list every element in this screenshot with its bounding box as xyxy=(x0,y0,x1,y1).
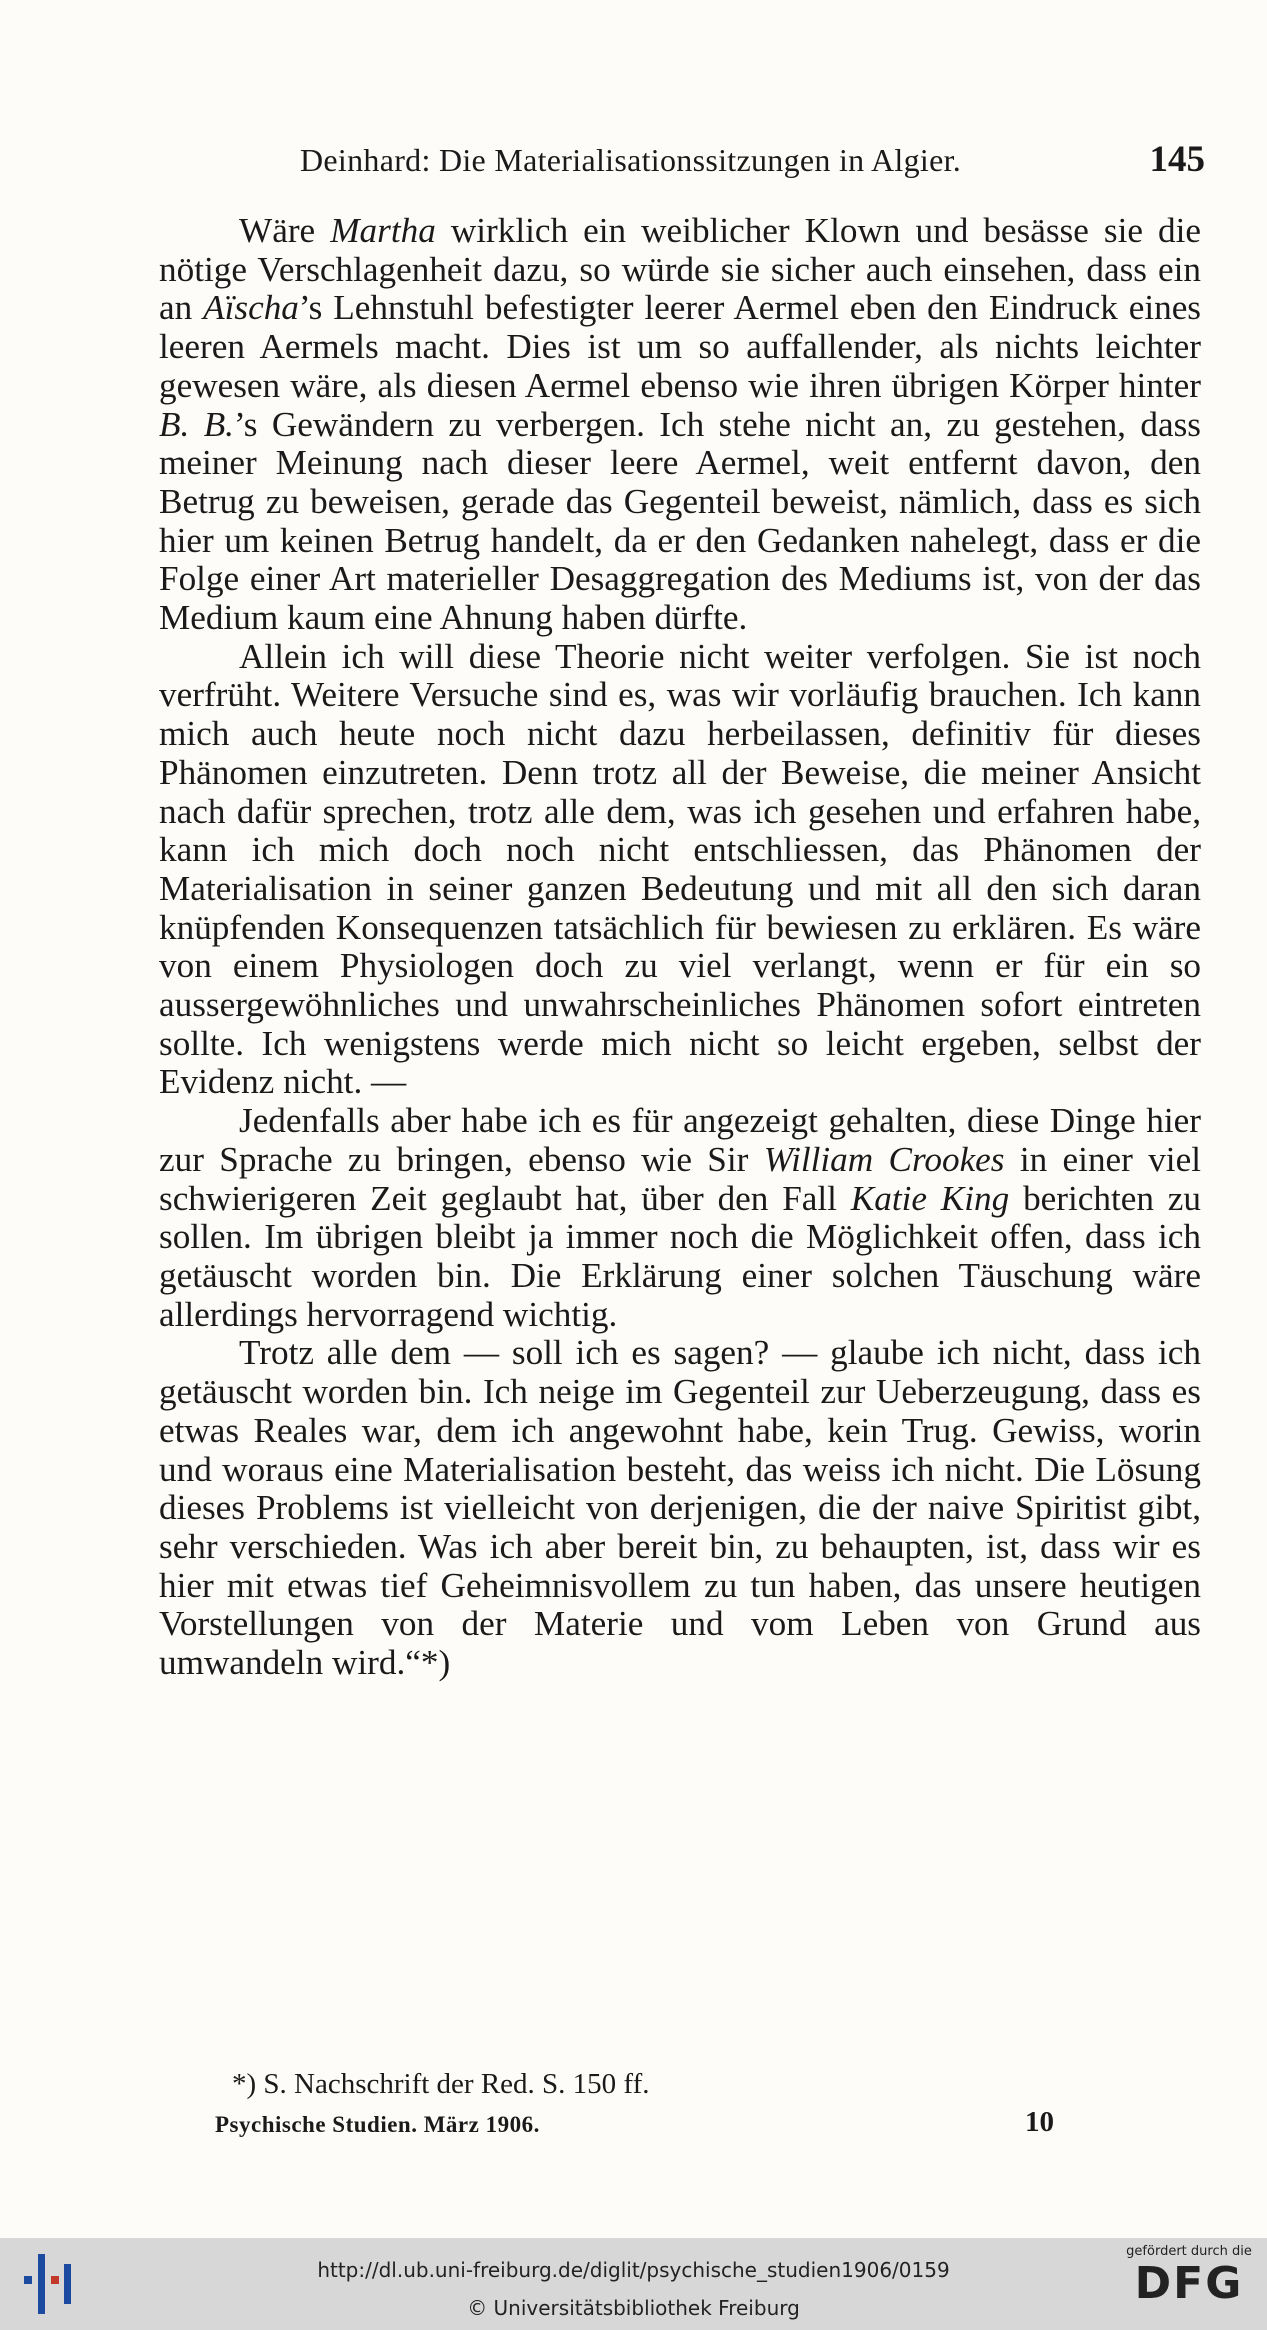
text-segment: wirklich ein weiblicher Klown und besässe sie die nötige Verschlagenheit dazu, so würde sie sicher auch einsehen, dass ein an xyxy=(159,211,1202,328)
permalink-url[interactable]: http://dl.ub.uni-freiburg.de/diglit/psychische_studien1906/0159 xyxy=(317,2258,950,2282)
text-segment: ’s Gewändern zu verbergen. Ich stehe nicht an, zu gestehen, dass meiner Meinung nach dieser leere Aermel, weit entfernt davon, den Betrug zu beweisen, gerade das Gegenteil beweist, nämlich, dass es sich hier um keinen Betrug handelt, da er den Gedanken nahelegt, dass er die Folge einer Art materieller Desaggregation des Mediums ist, von der das Medium kaum eine Ahnung haben dürfte. xyxy=(159,404,1201,638)
viewer-footer xyxy=(0,2238,1267,2330)
body-text xyxy=(159,212,1201,1683)
funder-logo-text: DFG xyxy=(1134,2258,1244,2309)
page-number: 145 xyxy=(1149,139,1205,180)
italic-name: Martha xyxy=(330,211,436,250)
italic-name: Katie King xyxy=(850,1178,1010,1218)
footnote: *) S. Nachschrift der Red. S. 150 ff. xyxy=(232,2068,650,2100)
body-paragraph xyxy=(159,1102,1201,1334)
page-header xyxy=(300,138,1205,182)
sheet-number: 10 xyxy=(1025,2106,1054,2138)
text-segment: Allein ich will diese Theorie nicht weiter verfolgen. Sie ist noch verfrüht. Weitere Versuche sind es, was wir vorläufig brauchen. Ich kann mich auch heute noch nicht dazu herbeilassen, definitiv für dieses Phänomen einzutreten. Denn trotz all der Beweise, die meiner Ansicht nach dafür sprechen, trotz alle dem, was ich gesehen und erfahren habe, kann ich mich doch noch nicht entschliessen, das Phänomen der Materialisation in seiner ganzen Bedeutung und mit all den sich daran knüpfenden Konsequenzen tatsächlich für bewiesen zu erklären. Es wäre von einem Physiologen doch zu viel verlangt, wenn er für ein so aussergewöhnliches und unwahrscheinliches Phänomen sofort eintreten sollte. Ich wenigstens werde mich nicht so leicht ergeben, selbst der Evidenz nicht. — xyxy=(159,636,1201,1102)
dfg-logo xyxy=(1125,2244,1253,2324)
funder-caption: gefördert durch die xyxy=(1126,2244,1252,2259)
italic-name: B. B. xyxy=(159,404,234,444)
italic-name: William Crookes xyxy=(763,1139,1005,1179)
text-segment: ’s Lehnstuhl befestigter leerer Aermel eben den Eindruck eines leeren Aermels macht. Dies ist um so auffallender, als nichts leichter gewesen wäre, als diesen Aermel ebenso wie ihren übrigen Körper hinter xyxy=(159,288,1201,405)
copyright-notice: © Universitätsbibliothek Freiburg xyxy=(467,2296,800,2320)
running-head: Deinhard: Die Materialisationssitzungen in Algier. xyxy=(300,142,962,178)
text-segment: Jedenfalls aber habe ich es für angezeigt gehalten, diese Dinge hier zur Sprache zu bringen, ebenso wie Sir xyxy=(159,1101,1201,1179)
body-paragraph xyxy=(159,212,1201,638)
text-segment: in einer viel schwierigeren Zeit geglaubt hat, über den Fall xyxy=(159,1139,1201,1218)
text-segment: Trotz alle dem — soll ich es sagen? — glaube ich nicht, dass ich getäuscht worden bin. Ich neige im Gegenteil zur Ueberzeugung, dass es etwas Reales war, dem ich angewohnt habe, kein Trug. Gewiss, worin und woraus eine Materialisation besteht, das weiss ich nicht. Die Lösung dieses Problems ist vielleicht von derjenigen, die der naive Spiritist gibt, sehr verschieden. Was ich aber bereit bin, zu behaupten, ist, dass wir es hier mit etwas tief Geheimnisvollem zu tun haben, das unsere heutigen Vorstellungen von der Materie und vom Leben von Grund aus umwandeln wird.“*) xyxy=(159,1333,1201,1683)
text-segment: Wäre xyxy=(239,211,331,250)
journal-signature: Psychische Studien. März 1906. xyxy=(215,2112,540,2137)
italic-name: Aïscha xyxy=(203,288,299,328)
body-paragraph xyxy=(159,638,1201,1102)
body-paragraph xyxy=(159,1334,1201,1682)
text-segment: berichten zu sollen. Im übrigen bleibt ja immer noch die Möglichkeit offen, dass ich getäuscht worden bin. Die Erklärung einer solchen Täuschung wäre allerdings hervorragend wichtig. xyxy=(159,1178,1202,1334)
